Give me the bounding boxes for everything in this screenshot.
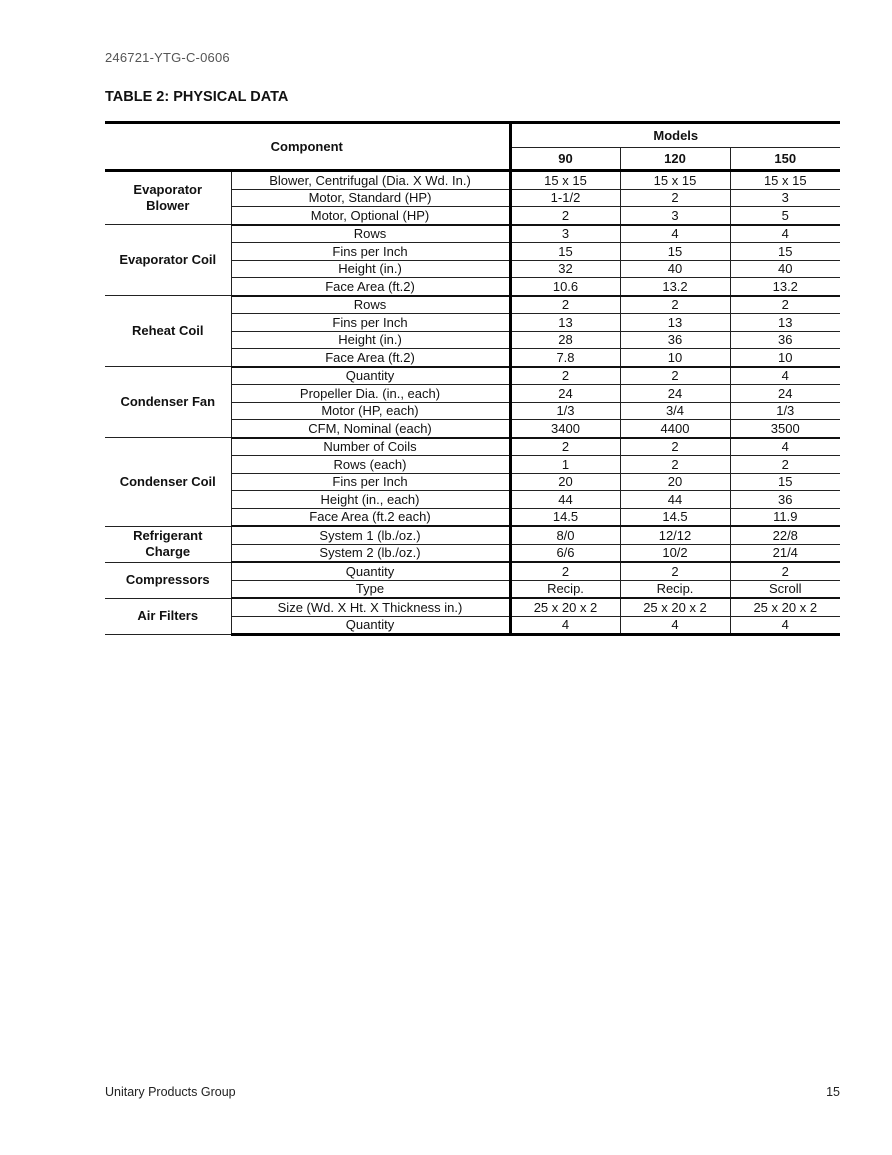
document-id: 246721-YTG-C-0606 bbox=[105, 50, 230, 65]
model-value-cell: 10 bbox=[620, 349, 730, 367]
model-value-cell: 25 x 20 x 2 bbox=[620, 598, 730, 616]
model-value-cell: 13.2 bbox=[620, 278, 730, 296]
component-group-label: Condenser Fan bbox=[105, 367, 231, 438]
model-value-cell: 2 bbox=[620, 456, 730, 474]
footer-publisher: Unitary Products Group bbox=[105, 1085, 236, 1099]
table-row bbox=[105, 526, 840, 544]
model-value-cell: 15 bbox=[730, 473, 840, 491]
component-row-label: Number of Coils bbox=[231, 438, 510, 456]
model-value-cell: 22/8 bbox=[730, 526, 840, 544]
physical-data-table bbox=[105, 121, 840, 636]
model-value-cell: 10 bbox=[730, 349, 840, 367]
model-value-cell: 7.8 bbox=[510, 349, 620, 367]
model-value-cell: Recip. bbox=[620, 580, 730, 598]
model-value-cell: 4 bbox=[730, 367, 840, 385]
model-value-cell: 6/6 bbox=[510, 544, 620, 562]
component-row-label: System 1 (lb./oz.) bbox=[231, 526, 510, 544]
table-row bbox=[105, 438, 840, 456]
model-value-cell: 3 bbox=[730, 189, 840, 207]
model-value-cell: 13 bbox=[620, 314, 730, 332]
model-value-cell: 4 bbox=[620, 225, 730, 243]
component-row-label: Quantity bbox=[231, 367, 510, 385]
component-header: Component bbox=[105, 123, 510, 171]
model-value-cell: 3 bbox=[620, 207, 730, 225]
component-row-label: Face Area (ft.2) bbox=[231, 278, 510, 296]
component-group-label: Refrigerant Charge bbox=[105, 526, 231, 562]
component-row-label: Height (in.) bbox=[231, 331, 510, 349]
model-value-cell: 15 x 15 bbox=[510, 171, 620, 190]
model-value-cell: 1-1/2 bbox=[510, 189, 620, 207]
model-value-cell: 20 bbox=[510, 473, 620, 491]
table-title: TABLE 2: PHYSICAL DATA bbox=[105, 89, 289, 105]
model-value-cell: 15 bbox=[510, 243, 620, 261]
model-value-cell: 40 bbox=[620, 260, 730, 278]
model-value-cell: 28 bbox=[510, 331, 620, 349]
model-value-cell: 1/3 bbox=[730, 402, 840, 420]
model-value-cell: 15 x 15 bbox=[620, 171, 730, 190]
model-value-cell: 14.5 bbox=[620, 508, 730, 526]
model-value-cell: 10/2 bbox=[620, 544, 730, 562]
model-value-cell: 24 bbox=[730, 385, 840, 403]
component-group-label: Evaporator Coil bbox=[105, 225, 231, 296]
model-value-cell: 3400 bbox=[510, 420, 620, 438]
component-row-label: Fins per Inch bbox=[231, 473, 510, 491]
model-header: 150 bbox=[730, 148, 840, 171]
model-value-cell: 3 bbox=[510, 225, 620, 243]
model-header: 90 bbox=[510, 148, 620, 171]
model-value-cell: 2 bbox=[620, 562, 730, 580]
component-row-label: System 2 (lb./oz.) bbox=[231, 544, 510, 562]
component-row-label: Quantity bbox=[231, 616, 510, 635]
model-value-cell: 2 bbox=[620, 296, 730, 314]
model-value-cell: 44 bbox=[620, 491, 730, 509]
component-row-label: Fins per Inch bbox=[231, 314, 510, 332]
component-row-label: Rows bbox=[231, 296, 510, 314]
table-row bbox=[105, 225, 840, 243]
models-header: Models bbox=[510, 123, 840, 148]
component-row-label: Fins per Inch bbox=[231, 243, 510, 261]
model-value-cell: 24 bbox=[510, 385, 620, 403]
model-value-cell: 2 bbox=[730, 456, 840, 474]
model-value-cell: 3/4 bbox=[620, 402, 730, 420]
model-value-cell: 4 bbox=[730, 225, 840, 243]
model-value-cell: 25 x 20 x 2 bbox=[730, 598, 840, 616]
model-value-cell: 2 bbox=[510, 207, 620, 225]
model-value-cell: 20 bbox=[620, 473, 730, 491]
component-row-label: Type bbox=[231, 580, 510, 598]
component-row-label: Rows (each) bbox=[231, 456, 510, 474]
model-value-cell: 13.2 bbox=[730, 278, 840, 296]
model-value-cell: 24 bbox=[620, 385, 730, 403]
component-group-label: Compressors bbox=[105, 562, 231, 598]
model-value-cell: Recip. bbox=[510, 580, 620, 598]
table-row bbox=[105, 367, 840, 385]
model-value-cell: 2 bbox=[620, 438, 730, 456]
component-row-label: Propeller Dia. (in., each) bbox=[231, 385, 510, 403]
model-value-cell: 15 x 15 bbox=[730, 171, 840, 190]
component-row-label: Motor, Optional (HP) bbox=[231, 207, 510, 225]
component-group-label: Condenser Coil bbox=[105, 438, 231, 527]
model-value-cell: 8/0 bbox=[510, 526, 620, 544]
component-row-label: Height (in., each) bbox=[231, 491, 510, 509]
model-value-cell: 11.9 bbox=[730, 508, 840, 526]
model-value-cell: 2 bbox=[510, 296, 620, 314]
model-value-cell: 14.5 bbox=[510, 508, 620, 526]
component-group-label: Evaporator Blower bbox=[105, 171, 231, 225]
model-value-cell: 13 bbox=[730, 314, 840, 332]
model-value-cell: 21/4 bbox=[730, 544, 840, 562]
component-row-label: CFM, Nominal (each) bbox=[231, 420, 510, 438]
model-value-cell: 1/3 bbox=[510, 402, 620, 420]
component-row-label: Quantity bbox=[231, 562, 510, 580]
component-group-label: Air Filters bbox=[105, 598, 231, 635]
model-value-cell: 2 bbox=[510, 367, 620, 385]
model-value-cell: Scroll bbox=[730, 580, 840, 598]
component-row-label: Rows bbox=[231, 225, 510, 243]
table-row bbox=[105, 598, 840, 616]
model-value-cell: 4400 bbox=[620, 420, 730, 438]
model-value-cell: 32 bbox=[510, 260, 620, 278]
component-row-label: Face Area (ft.2) bbox=[231, 349, 510, 367]
model-value-cell: 36 bbox=[620, 331, 730, 349]
component-row-label: Blower, Centrifugal (Dia. X Wd. In.) bbox=[231, 171, 510, 190]
page-number: 15 bbox=[826, 1085, 840, 1099]
model-value-cell: 12/12 bbox=[620, 526, 730, 544]
table-row bbox=[105, 296, 840, 314]
component-group-label: Reheat Coil bbox=[105, 296, 231, 367]
model-value-cell: 40 bbox=[730, 260, 840, 278]
model-value-cell: 4 bbox=[620, 616, 730, 635]
component-row-label: Face Area (ft.2 each) bbox=[231, 508, 510, 526]
model-value-cell: 44 bbox=[510, 491, 620, 509]
model-value-cell: 2 bbox=[510, 438, 620, 456]
model-value-cell: 36 bbox=[730, 331, 840, 349]
component-row-label: Size (Wd. X Ht. X Thickness in.) bbox=[231, 598, 510, 616]
model-value-cell: 4 bbox=[730, 438, 840, 456]
table-row bbox=[105, 562, 840, 580]
model-value-cell: 1 bbox=[510, 456, 620, 474]
model-value-cell: 13 bbox=[510, 314, 620, 332]
model-value-cell: 15 bbox=[730, 243, 840, 261]
model-value-cell: 2 bbox=[730, 562, 840, 580]
model-header: 120 bbox=[620, 148, 730, 171]
model-value-cell: 2 bbox=[730, 296, 840, 314]
model-value-cell: 10.6 bbox=[510, 278, 620, 296]
table-row bbox=[105, 171, 840, 190]
component-row-label: Motor, Standard (HP) bbox=[231, 189, 510, 207]
model-value-cell: 2 bbox=[620, 189, 730, 207]
model-value-cell: 25 x 20 x 2 bbox=[510, 598, 620, 616]
header-row bbox=[105, 123, 840, 148]
model-value-cell: 15 bbox=[620, 243, 730, 261]
model-value-cell: 3500 bbox=[730, 420, 840, 438]
model-value-cell: 4 bbox=[730, 616, 840, 635]
model-value-cell: 2 bbox=[510, 562, 620, 580]
model-value-cell: 36 bbox=[730, 491, 840, 509]
model-value-cell: 5 bbox=[730, 207, 840, 225]
component-row-label: Height (in.) bbox=[231, 260, 510, 278]
model-value-cell: 2 bbox=[620, 367, 730, 385]
component-row-label: Motor (HP, each) bbox=[231, 402, 510, 420]
model-value-cell: 4 bbox=[510, 616, 620, 635]
